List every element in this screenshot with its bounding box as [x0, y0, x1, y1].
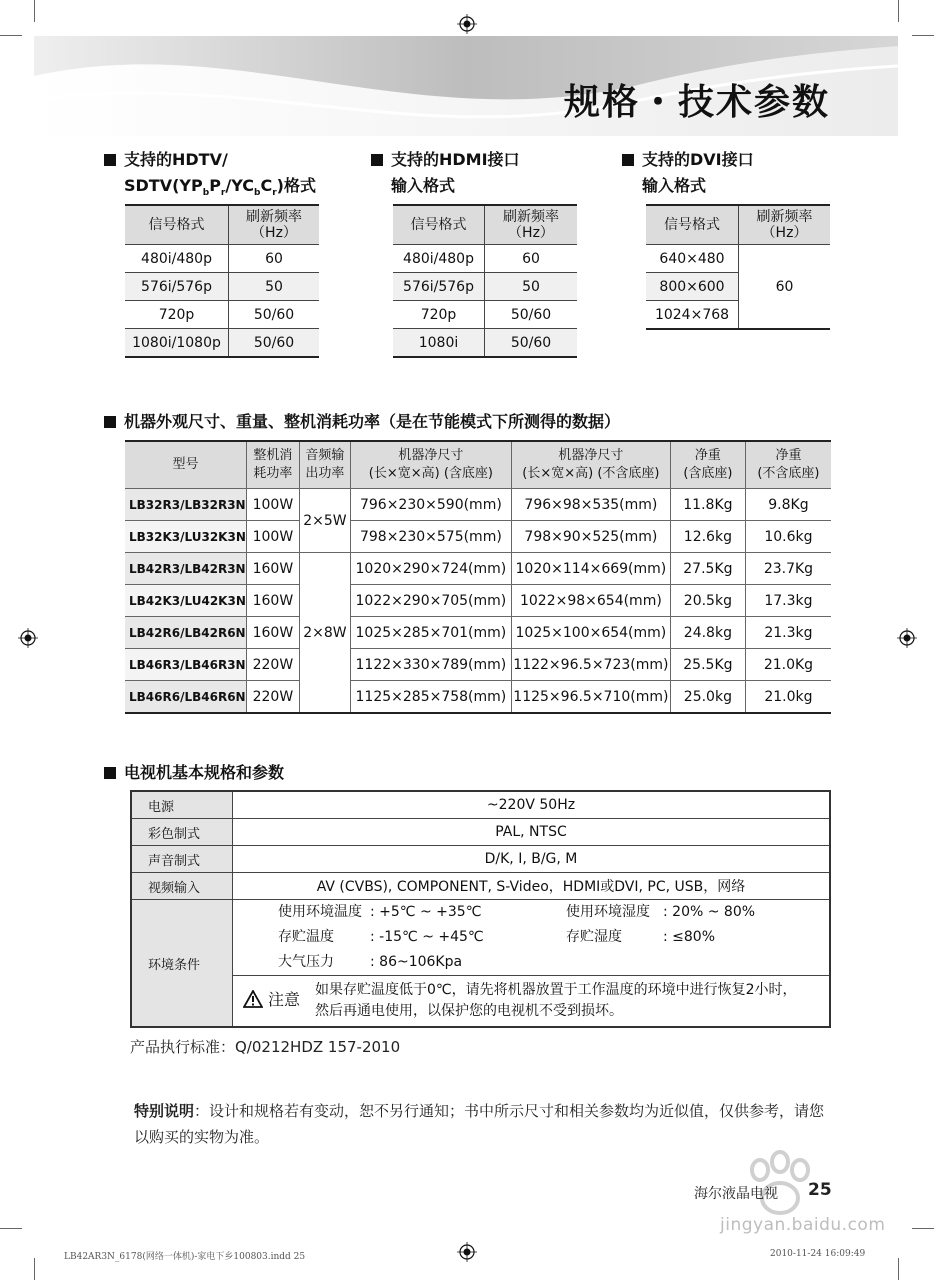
file-info: LB42AR3N_6178(网络一体机)-家电下乡100803.indd 25	[64, 1252, 306, 1262]
table-row	[131, 900, 830, 976]
registration-mark-icon	[18, 628, 38, 648]
table-row: 声音制式 D/K, I, B/G, M	[131, 846, 830, 873]
page-number: 25	[808, 1180, 832, 1200]
table-row: 800×600	[646, 273, 830, 301]
dvi-title-line2: 输入格式	[642, 176, 707, 195]
dims-section-title: 机器外观尺寸、重量、整机消耗功率（是在节能模式下所测得的数据）	[104, 409, 620, 435]
notice-cell	[233, 976, 831, 1028]
table-row: LB32K3/LU32K3N 100W 798×230×575(mm) 798×90×525(mm) 12.6kg 10.6kg	[125, 521, 831, 553]
table-row: LB46R6/LB46R6N 220W 1125×285×758(mm) 1125×96.5×710(mm) 25.0kg 21.0kg	[125, 681, 831, 714]
table-row: LB42R6/LB42R6N 160W 1025×285×701(mm) 1025×100×654(mm) 24.8kg 21.3kg	[125, 617, 831, 649]
table-row: 480i/480p 60	[393, 245, 577, 273]
col-header-refresh: 刷新频率 （Hz）	[739, 205, 831, 245]
hdmi-section-title	[371, 147, 520, 199]
hdmi-format-table	[393, 204, 577, 358]
table-row: 480i/480p 60	[125, 245, 319, 273]
spec-section-title: 电视机基本规格和参数	[104, 760, 284, 786]
notice-line1: 如果存贮温度低于0℃，请先将机器放置于工作温度的环境中进行恢复2小时，	[315, 982, 797, 998]
table-row	[131, 976, 830, 1028]
bullet-square-icon	[622, 154, 634, 166]
col-header-format: 信号格式	[125, 205, 229, 245]
col-header-weight-with-stand: 净重 (含底座)	[670, 441, 745, 489]
bullet-square-icon	[104, 416, 116, 428]
table-row: 640×480 60	[646, 245, 830, 273]
col-header-weight-without-stand: 净重 (不含底座)	[745, 441, 831, 489]
registration-mark-icon	[457, 1242, 477, 1262]
crop-mark	[34, 1258, 35, 1280]
crop-mark	[0, 1228, 22, 1229]
hdmi-title-line1: 支持的HDMI接口	[391, 150, 520, 169]
table-row: 视频输入 AV (CVBS), COMPONENT, S-Video，HDMI或DVI, PC, USB，网络	[131, 873, 830, 900]
table-row: 1024×768	[646, 301, 830, 330]
notice-line2: 然后再通电使用，以保护您的电视机不受到损坏。	[315, 1003, 623, 1019]
col-header-model: 型号	[125, 441, 246, 489]
dvi-section-title	[622, 147, 754, 199]
bullet-square-icon	[104, 767, 116, 779]
table-row: 彩色制式 PAL, NTSC	[131, 819, 830, 846]
product-standard: 产品执行标准：Q/0212HDZ 157-2010	[130, 1038, 401, 1056]
watermark-text: jingyan.baidu.com	[720, 1215, 886, 1235]
table-row: 576i/576p 50	[393, 273, 577, 301]
hdtv-section-title	[104, 147, 316, 206]
dvi-refresh-value: 60	[739, 245, 831, 330]
print-date: 2010-11-24 16:09:49	[770, 1249, 866, 1259]
footer-brand: 海尔液晶电视	[694, 1186, 778, 1202]
col-header-format: 信号格式	[646, 205, 739, 245]
crop-mark	[898, 1258, 899, 1280]
special-remark: 特别说明：设计和规格若有变动，恕不另行通知；书中所示尺寸和相关参数均为近似值，仅供参考，请您以购买的实物为准。	[134, 1102, 825, 1146]
table-row: 576i/576p 50	[125, 273, 319, 301]
table-row: LB46R3/LB46R3N 220W 1122×330×789(mm) 1122×96.5×723(mm) 25.5Kg 21.0Kg	[125, 649, 831, 681]
col-header-size-with-stand: 机器净尺寸 (长×宽×高) (含底座)	[350, 441, 511, 489]
audio-power-group: 2×5W	[299, 489, 350, 553]
hdtv-title-line1: 支持的HDTV/	[124, 150, 228, 169]
table-row: 720p 50/60	[125, 301, 319, 329]
spec-table	[130, 790, 831, 1028]
col-header-audio: 音频输 出功率	[299, 441, 350, 489]
table-row: LB32R3/LB32R3N 100W 2×5W 796×230×590(mm) 796×98×535(mm) 11.8Kg 9.8Kg	[125, 489, 831, 521]
env-label: 环境条件	[131, 900, 233, 1028]
table-row: 1080i/1080p 50/60	[125, 329, 319, 358]
notice-label: 注意	[268, 990, 301, 1009]
col-header-refresh: 刷新频率 （Hz）	[229, 205, 320, 245]
col-header-size-without-stand: 机器净尺寸 (长×宽×高) (不含底座)	[511, 441, 670, 489]
page-title: 规格・技术参数	[563, 82, 830, 123]
col-header-refresh: 刷新频率 （Hz）	[485, 205, 578, 245]
col-header-format: 信号格式	[393, 205, 485, 245]
hdtv-title-line2: $SDTV(YP_bP_r/YC_bC_r)$格式	[124, 176, 316, 199]
dvi-format-table	[646, 204, 830, 330]
col-header-power: 整机消 耗功率	[246, 441, 299, 489]
table-row: 720p 50/60	[393, 301, 577, 329]
dvi-title-line1: 支持的DVI接口	[642, 150, 754, 169]
warning-icon	[243, 990, 263, 1008]
env-conditions: 使用环境温度 : +5℃ ~ +35℃ 使用环境湿度 : 20% ~ 80% 存贮温度 : -15℃ ~ +45℃ 存贮湿度 : ≤80% 大气压力 : 86~106Kpa	[233, 900, 831, 976]
hdtv-format-table	[125, 204, 319, 358]
crop-mark	[912, 1228, 934, 1229]
table-row: 1080i 50/60	[393, 329, 577, 358]
table-row: LB42K3/LU42K3N 160W 1022×290×705(mm) 1022×98×654(mm) 20.5kg 17.3kg	[125, 585, 831, 617]
bullet-square-icon	[104, 154, 116, 166]
table-row: 电源 ~220V 50Hz	[131, 791, 830, 819]
registration-mark-icon	[897, 628, 917, 648]
dimensions-table	[125, 440, 831, 714]
bullet-square-icon	[371, 154, 383, 166]
table-row: LB42R3/LB42R3N 160W 2×8W 1020×290×724(mm) 1020×114×669(mm) 27.5Kg 23.7Kg	[125, 553, 831, 585]
hdmi-title-line2: 输入格式	[391, 176, 456, 195]
audio-power-group: 2×8W	[299, 553, 350, 714]
